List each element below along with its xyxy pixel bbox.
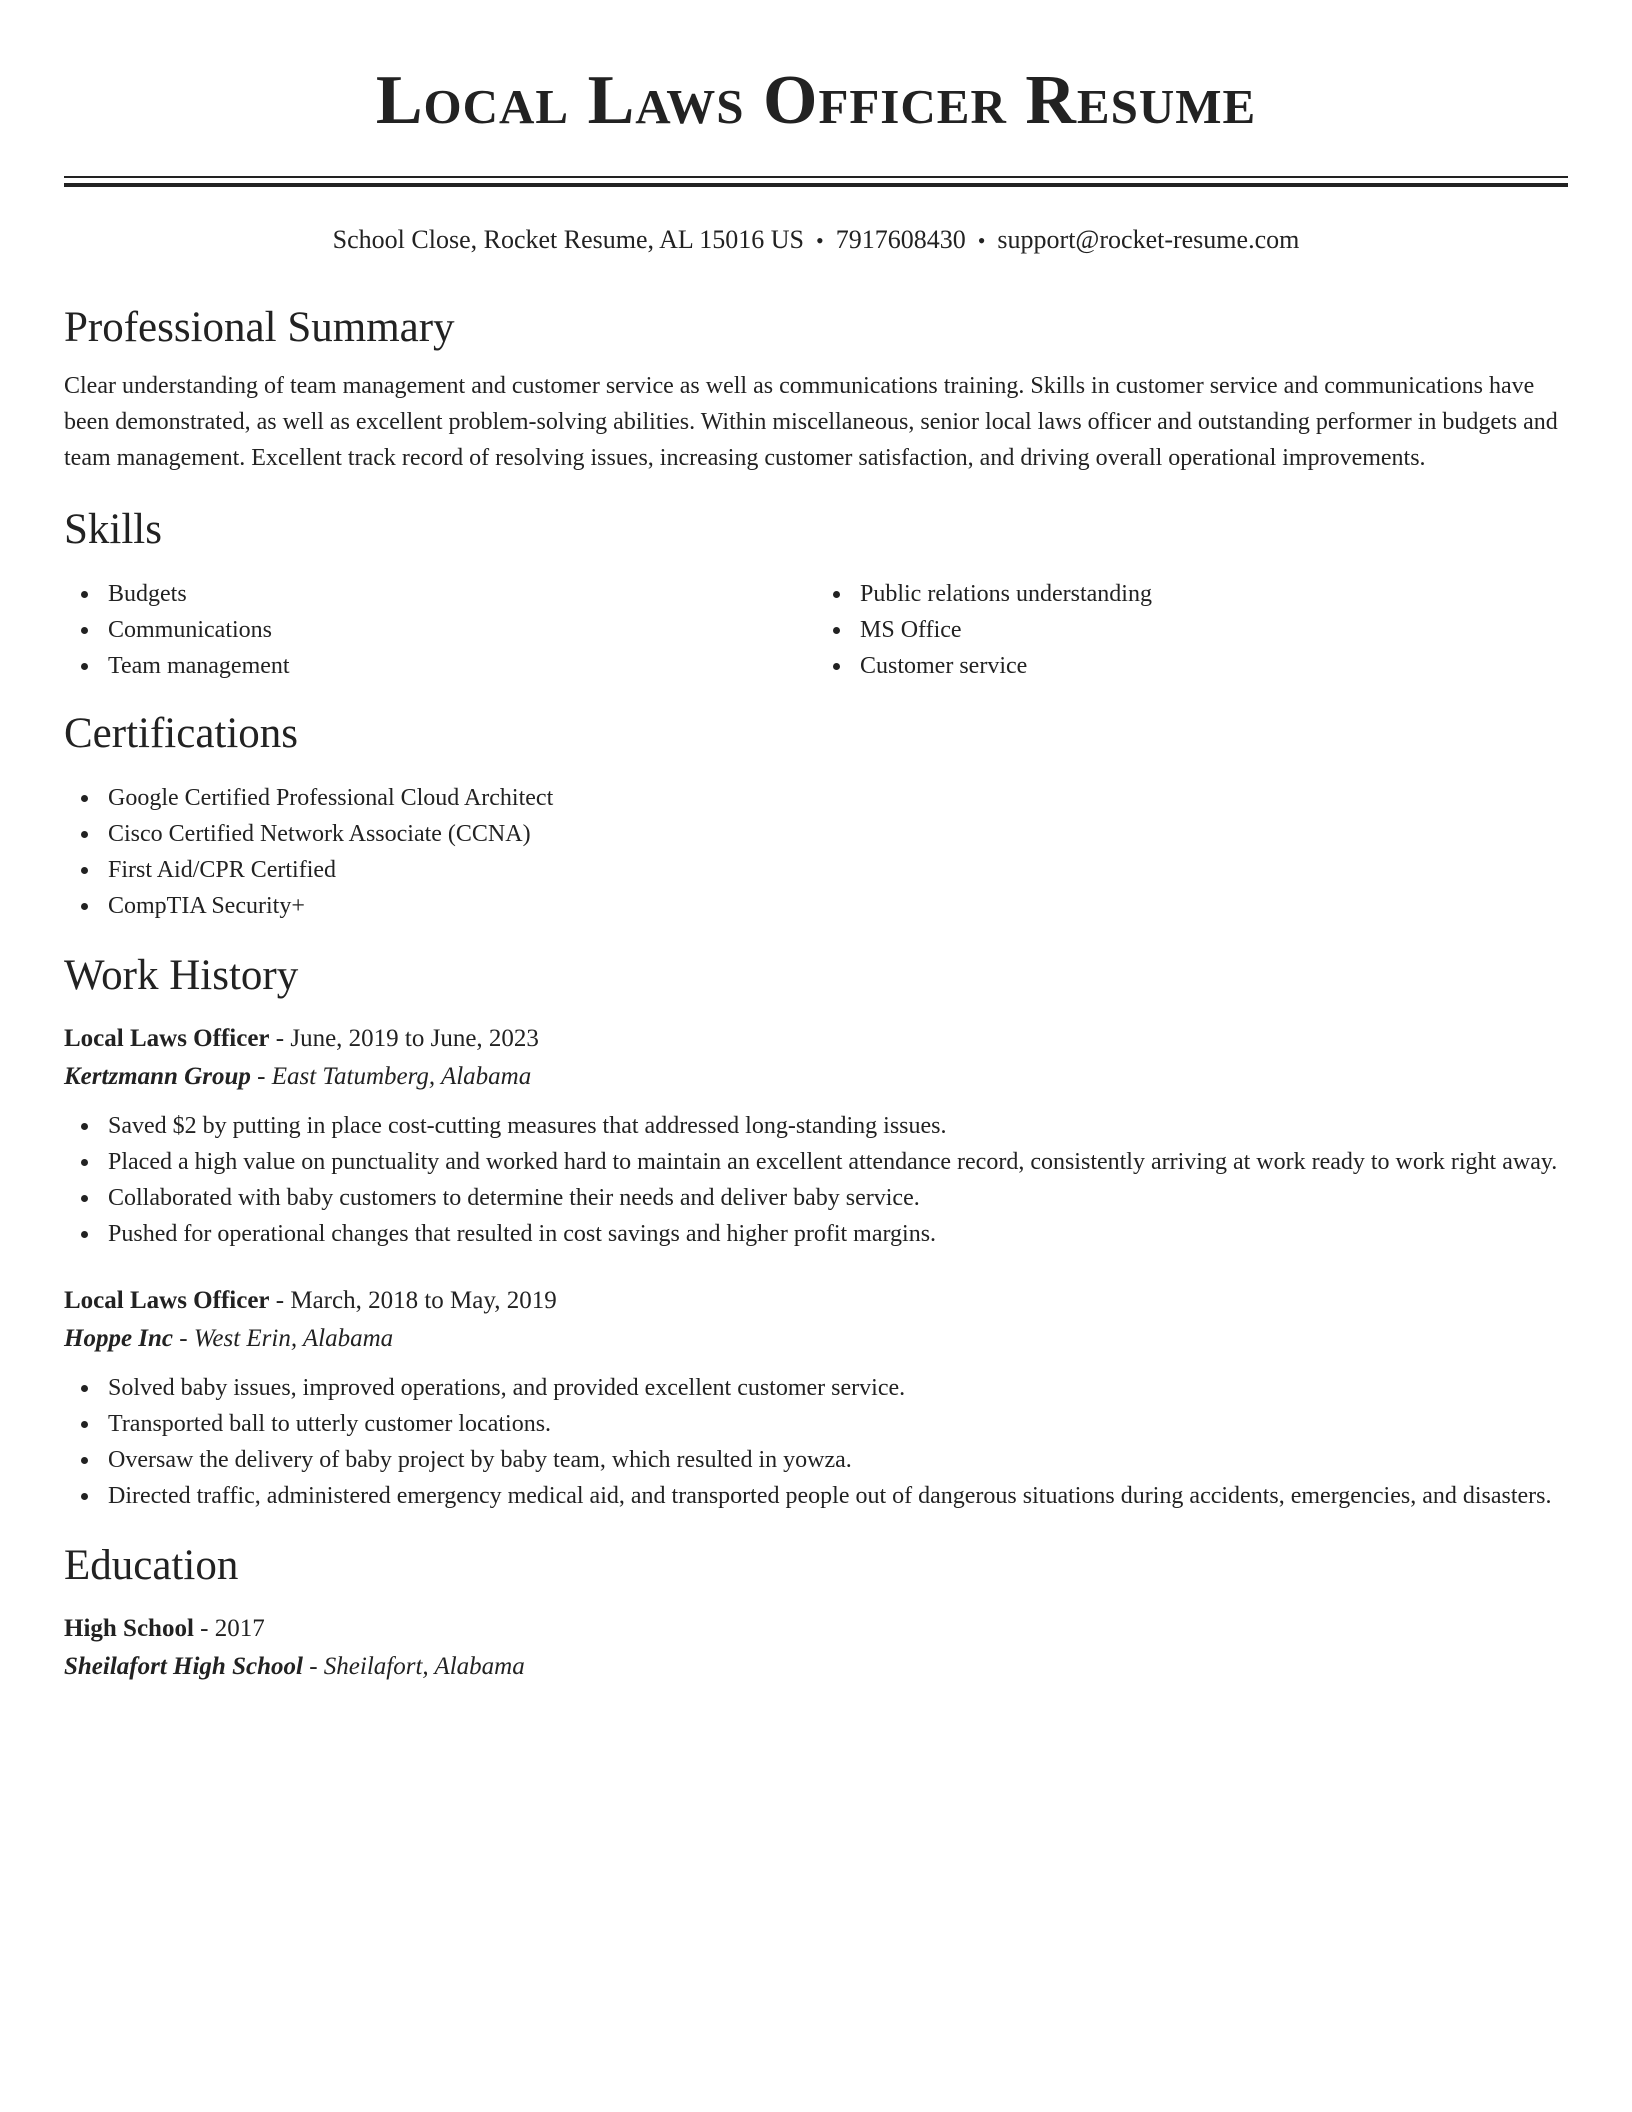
job-company-line: [64, 1058, 1568, 1096]
education-school-line: [64, 1648, 1568, 1686]
contact-email: support@rocket-resume.com: [997, 225, 1300, 254]
certification-item: Cisco Certified Network Associate (CCNA): [64, 816, 1568, 852]
job-duty-item: Directed traffic, administered emergency medical aid, and transported people out of dangerous situations during accidents, emergencies, and disasters.: [64, 1478, 1568, 1514]
skill-item: MS Office: [816, 612, 1568, 648]
job-company-line: [64, 1320, 1568, 1358]
resume-title: Local Laws Officer Resume: [375, 62, 1257, 139]
summary-text: Clear understanding of team management and customer service as well as communications training. Skills in customer service and communications have been demonstrated, as well as excellent problem-solving abilities. Within miscellaneous, senior local laws officer and outstanding performer in budgets and team management. Excellent track record of resolving issues, increasing customer satisfaction, and driving overall operational improvements.: [64, 373, 1558, 471]
contact-phone: 7917608430: [835, 225, 966, 254]
job-duties-list: [64, 1108, 1568, 1252]
certification-item: First Aid/CPR Certified: [64, 852, 1568, 888]
skills-list-left: [64, 576, 816, 684]
job-company: Kertzmann Group: [64, 1063, 251, 1090]
job-dates: - March, 2018 to May, 2019: [269, 1287, 557, 1314]
job-entry: [64, 1282, 1568, 1514]
education-school: Sheilafort High School: [64, 1653, 303, 1680]
education-location: - Sheilafort, Alabama: [302, 1653, 525, 1680]
skills-grid: [64, 576, 1568, 684]
certifications-heading: Certifications: [64, 710, 299, 757]
skill-item: Team management: [64, 648, 816, 684]
job-location: - East Tatumberg, Alabama: [250, 1063, 532, 1090]
education-year: - 2017: [193, 1615, 265, 1642]
job-duty-item: Transported ball to utterly customer locations.: [64, 1406, 1568, 1442]
skills-list-right: [816, 576, 1568, 684]
job-company: Hoppe Inc: [64, 1325, 174, 1352]
skills-heading: Skills: [64, 506, 162, 553]
skills-column-right: [816, 576, 1568, 684]
skill-item: Customer service: [816, 648, 1568, 684]
job-entry: [64, 1020, 1568, 1252]
job-duty-item: Saved $2 by putting in place cost-cutting measures that addressed long-standing issues.: [64, 1108, 1568, 1144]
certification-item: CompTIA Security+: [64, 888, 1568, 924]
certifications-list: [64, 780, 1568, 924]
job-location: - West Erin, Alabama: [173, 1325, 394, 1352]
job-duty-item: Solved baby issues, improved operations, and provided excellent customer service.: [64, 1370, 1568, 1406]
skill-item: Communications: [64, 612, 816, 648]
job-dates: - June, 2019 to June, 2023: [269, 1025, 539, 1052]
summary-heading: Professional Summary: [64, 304, 455, 351]
contact-separator: •: [816, 228, 824, 253]
job-title-line: [64, 1282, 1568, 1320]
contact-line: [64, 223, 1568, 258]
skill-item: Budgets: [64, 576, 816, 612]
education-entry: [64, 1610, 1568, 1686]
contact-address: School Close, Rocket Resume, AL 15016 US: [332, 225, 805, 254]
job-role: Local Laws Officer: [64, 1025, 270, 1052]
job-duty-item: Oversaw the delivery of baby project by baby team, which resulted in yowza.: [64, 1442, 1568, 1478]
job-title-line: [64, 1020, 1568, 1058]
job-role: Local Laws Officer: [64, 1287, 270, 1314]
title-divider: [64, 176, 1568, 187]
contact-separator: •: [977, 228, 986, 253]
skills-column-left: [64, 576, 816, 684]
education-degree-line: [64, 1610, 1568, 1648]
job-duty-item: Pushed for operational changes that resulted in cost savings and higher profit margins.: [64, 1216, 1568, 1252]
education-heading: Education: [64, 1542, 239, 1589]
education-degree: High School: [64, 1615, 194, 1642]
job-duty-item: Collaborated with baby customers to determine their needs and deliver baby service.: [64, 1180, 1568, 1216]
certification-item: Google Certified Professional Cloud Architect: [64, 780, 1568, 816]
job-duties-list: [64, 1370, 1568, 1514]
job-duty-item: Placed a high value on punctuality and worked hard to maintain an excellent attendance record, consistently arriving at work ready to work right away.: [64, 1144, 1568, 1180]
skill-item: Public relations understanding: [816, 576, 1568, 612]
work-history-heading: Work History: [64, 952, 299, 999]
